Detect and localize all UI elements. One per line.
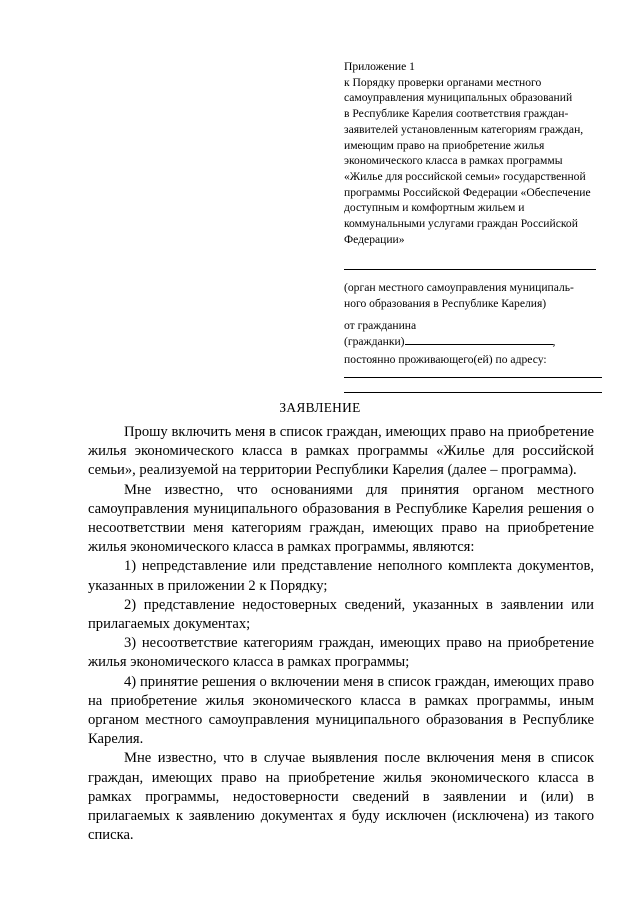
appendix-line: к Порядку проверки органами местного: [344, 75, 542, 89]
appendix-line: самоуправления муниципальных образований: [344, 91, 573, 105]
appendix-line: коммунальными услугами граждан Российской: [344, 217, 578, 231]
from-citizen-suffix: ,: [552, 335, 556, 348]
address-label: постоянно проживающего(ей) по адресу:: [344, 353, 547, 366]
appendix-line: «Жилье для российской семьи» государственной: [344, 169, 586, 183]
appendix-line: экономического класса в рамках программы: [344, 154, 563, 168]
paragraph: 4) принятие решения о включении меня в список граждан, имеющих право на приобретение жилья экономического класса в рамках программы, иным органом местного самоуправления муниципального образования в Республике Карелия.: [88, 673, 594, 748]
paragraph: Мне известно, что основаниями для принятия органом местного самоуправления муниципального образования в Республике Карелия решения о несоответствии меня категориям граждан, имеющих право на приобретение жилья экономического класса в рамках программы, являются:: [88, 481, 594, 556]
appendix-line: Федерации»: [344, 232, 405, 246]
from-citizen-label: от гражданина: [344, 319, 417, 332]
address-line-2: [344, 392, 602, 393]
citizen-name-blank: [405, 333, 553, 345]
appendix-reference: [344, 59, 624, 247]
appendix-title: Приложение 1: [344, 60, 415, 73]
document-title: ЗАЯВЛЕНИЕ: [279, 400, 361, 415]
organ-caption-line1: (орган местного самоуправления муниципаль-: [344, 281, 574, 294]
address-line-1: [344, 377, 602, 378]
appendix-line: в Республике Карелия соответствия граждан-: [344, 107, 569, 121]
paragraph: Прошу включить меня в список граждан, имеющих право на приобретение жилья экономического класса в рамках программы «Жилье для российской семьи», реализуемой на территории Республики Карелия (далее – программа).: [88, 424, 594, 479]
from-citizen-prefix: (гражданки): [344, 335, 405, 348]
statement-body: [88, 423, 594, 845]
appendix-line: доступным и комфортным жильем и: [344, 201, 525, 215]
from-citizen-line: [344, 333, 555, 350]
organ-name-line: [344, 269, 596, 270]
paragraph: 3) несоответствие категориям граждан, имеющих право на приобретение жилья экономического класса в рамках программы;: [88, 635, 594, 671]
appendix-line: заявителей установленным категориям граждан,: [344, 122, 584, 136]
appendix-line: имеющим право на приобретение жилья: [344, 138, 545, 152]
paragraph: Мне известно, что в случае выявления после включения меня в список граждан, имеющих право на приобретение жилья экономического класса в рамках программы, недостоверности сведений в заявлении и (или) в прилагаемых к заявлению документах я буду исключен (исключена) из такого списка.: [88, 750, 594, 844]
paragraph: 2) представление недостоверных сведений, указанных в заявлении или прилагаемых документах;: [88, 596, 594, 633]
organ-caption-line2: ного образования в Республике Карелия): [344, 297, 547, 310]
paragraph: 1) непредставление или представление неполного комплекта документов, указанных в приложении 2 к Порядку;: [88, 558, 594, 594]
appendix-line: программы Российской Федерации «Обеспечение: [344, 185, 591, 199]
